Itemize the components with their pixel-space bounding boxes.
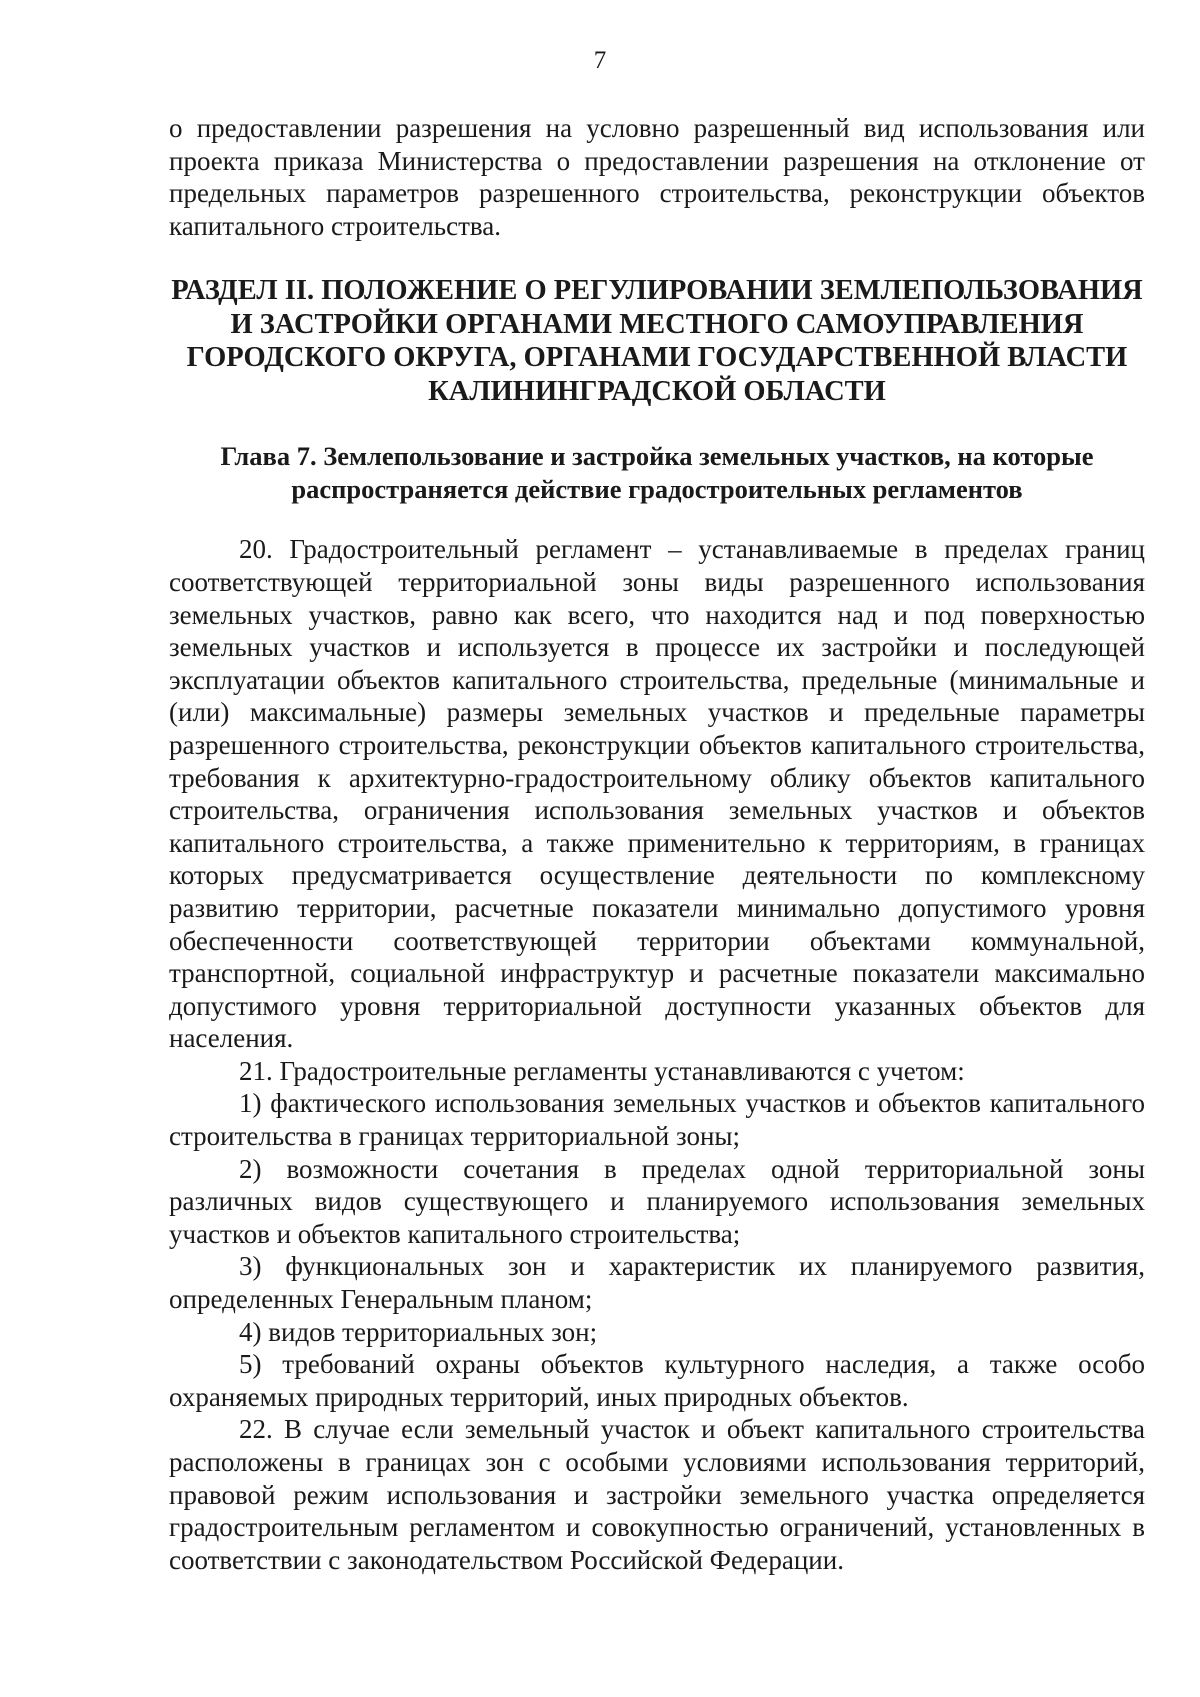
- list-item: 4) видов территориальных зон;: [239, 1316, 598, 1347]
- document-content: [169, 112, 1145, 1576]
- list-item: 1) фактического использования земельных участков и объектов капитального строительства в границах территориальной зоны;: [169, 1088, 1145, 1152]
- list-item: 2) возможности сочетания в пределах одной территориальной зоны различных видов существующего и планируемого использования земельных участков и объектов капитального строительства;: [169, 1153, 1145, 1249]
- chapter-title: Глава 7. Землепользование и застройка земельных участков, на которые распространяется действие градостроительных регламентов: [220, 441, 1094, 504]
- chapter-body: [169, 533, 1145, 1576]
- list-item: 3) функциональных зон и характеристик их планируемого развития, определенных Генеральным планом;: [169, 1251, 1145, 1315]
- paragraph-22: 22. В случае если земельный участок и объект капитального строительства расположены в границах зон с особыми условиями использования территорий, правовой режим использования и застройки земельного участка определяется градостроительным регламентом и совокупностью ограничений, установленных в соответствии с законодательством Российской Федерации.: [169, 1414, 1145, 1575]
- list-item: 5) требований охраны объектов культурного наследия, а также особо охраняемых природных территорий, иных природных объектов.: [169, 1349, 1145, 1412]
- paragraph-20: 20. Градостроительный регламент – устанавливаемые в пределах границ соответствующей территориальной зоны виды разрешенного использования земельных участков, равно как всего, что находится над и под поверхностью земельных участков и используется в процессе их застройки и последующей эксплуатации объектов капитального строительства, предельные (минимальные и (или) максимальные) размеры земельных участков и предельные параметры разрешенного строительства, реконструкции объектов капитального строительства, требования к архитектурно-градостроительному облику объектов капитального строительства, ограничения использования земельных участков и объектов капитального строительства, а также применительно к территориям, в границах которых предусматривается осуществление деятельности по комплексному развитию территории, расчетные показатели минимально допустимого уровня обеспеченности соответствующей территории объектами коммунальной, транспортной, социальной инфраструктур и расчетные показатели максимально допустимого уровня территориальной доступности указанных объектов для населения.: [169, 534, 1145, 1054]
- page-number: 7: [593, 47, 607, 74]
- paragraph-21: 21. Градостроительные регламенты устанавливаются с учетом:: [239, 1055, 965, 1086]
- section-title: РАЗДЕЛ II. ПОЛОЖЕНИЕ О РЕГУЛИРОВАНИИ ЗЕМЛЕПОЛЬЗОВАНИЯ И ЗАСТРОЙКИ ОРГАНАМИ МЕСТНОГО САМОУПРАВЛЕНИЯ ГОРОДСКОГО ОКРУГА, ОРГАНАМИ ГОСУДАРСТВЕННОЙ ВЛАСТИ КАЛИНИНГРАДСКОЙ ОБЛАСТИ: [171, 275, 1143, 407]
- intro-paragraph: о предоставлении разрешения на условно разрешенный вид использования или проекта приказа Министерства о предоставлении разрешения на отклонение от предельных параметров разрешенного строительства, реконструкции объектов капитального строительства.: [169, 113, 1145, 241]
